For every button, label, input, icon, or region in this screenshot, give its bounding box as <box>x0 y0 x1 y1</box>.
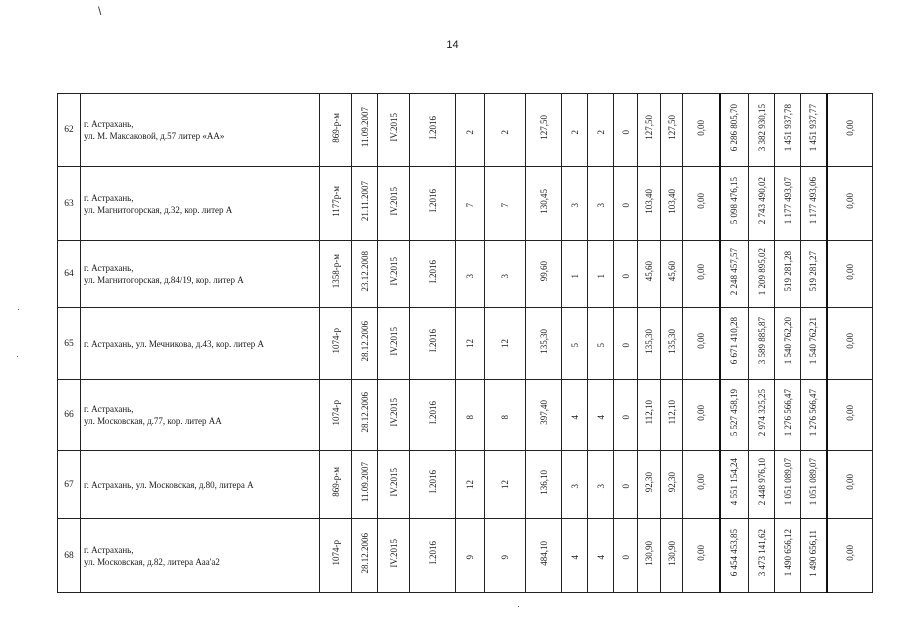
resettled-area-municipal-text: 112,10 <box>666 400 677 425</box>
cell-residents-resettled <box>485 380 526 451</box>
cell-period-from <box>378 451 410 519</box>
cell-total-area <box>526 241 562 308</box>
cell-residents-count <box>456 308 485 380</box>
period-from-text: IV.2015 <box>388 326 399 356</box>
address-line1: г. Астрахань, <box>84 263 134 273</box>
address-line1: г. Астрахань, ул. Московская, д.80, литера А <box>84 479 254 490</box>
address-line1: г. Астрахань, <box>84 404 134 414</box>
residents-count-text: 8 <box>465 414 475 419</box>
value-zero-text: 0,00 <box>695 193 706 209</box>
cell-premises-resettled <box>588 94 614 167</box>
address-line2: ул. Московская, д.82, литера Ааа'а2 <box>84 556 220 567</box>
total-cost-text: 5 527 458,19 <box>729 388 740 437</box>
address-line2: ул. М. Максаковой, д.57 литер «АА» <box>84 131 225 141</box>
cell-resettled-area <box>638 451 661 519</box>
local-budget-text: 1 451 937,77 <box>808 103 819 152</box>
total-area-text: 136,10 <box>538 469 549 495</box>
fund-cost-text: 2 448 976,10 <box>756 458 767 506</box>
cell-premises-other <box>614 451 638 519</box>
total-area-text: 130,45 <box>538 188 549 214</box>
local-budget-text: 1 276 566,47 <box>808 388 819 437</box>
cell-resettled-area-municipal <box>661 167 683 241</box>
cell-order-date <box>352 308 378 380</box>
cell-premises-other <box>614 308 638 380</box>
cell-row-number: 66 <box>58 380 81 451</box>
order-date-text: 28.12.2006 <box>359 392 370 433</box>
cell-order-number <box>320 519 352 593</box>
cell-residents-resettled <box>485 451 526 519</box>
cell-order-date <box>352 94 378 167</box>
cell-total-cost <box>720 167 749 241</box>
premises-other-text: 0 <box>620 129 631 134</box>
cell-order-number <box>320 451 352 519</box>
cell-region-budget <box>775 94 801 167</box>
cell-premises-count <box>562 167 588 241</box>
order-number-text: 869-р-м <box>330 467 341 497</box>
cell-total-cost <box>720 380 749 451</box>
cell-region-budget <box>775 167 801 241</box>
cell-resettled-area <box>638 241 661 308</box>
cell-total-area <box>526 380 562 451</box>
cell-premises-resettled <box>588 308 614 380</box>
premises-resettled-text: 2 <box>595 129 606 134</box>
other-sources-text: 0,00 <box>844 545 855 561</box>
address-line2: ул. Магнитогорская, д.84/19, кор. литер А <box>84 275 244 285</box>
order-date-text: 21.11.2007 <box>359 180 370 222</box>
housing-table <box>57 93 873 593</box>
table-row <box>58 241 873 308</box>
table-row <box>58 380 873 451</box>
cell-fund-cost <box>749 519 775 593</box>
total-area-text: 127,50 <box>538 115 549 140</box>
period-from-text: IV.2015 <box>388 113 399 142</box>
period-to-text: I.2016 <box>427 259 438 284</box>
other-sources-text: 0,00 <box>844 193 855 209</box>
scan-speck <box>18 309 19 310</box>
order-number-text: 1074-р <box>330 540 341 566</box>
cell-order-date <box>352 167 378 241</box>
cell-order-date <box>352 241 378 308</box>
cell-local-budget <box>801 308 827 380</box>
cell-region-budget <box>775 380 801 451</box>
period-to-text: I.2016 <box>427 541 438 565</box>
residents-count-text: 12 <box>465 479 475 489</box>
premises-count-text: 3 <box>569 484 580 489</box>
cell-resettled-area-municipal <box>661 519 683 593</box>
premises-count-text: 4 <box>569 414 580 419</box>
resettled-area-text: 130,90 <box>644 540 654 566</box>
premises-resettled-text: 4 <box>595 414 606 419</box>
residents-count-text: 7 <box>465 203 475 208</box>
cell-fund-cost <box>749 241 775 308</box>
premises-other-text: 0 <box>620 555 631 560</box>
order-date-text: 28.12.2006 <box>359 532 370 574</box>
residents-resettled-text: 12 <box>500 338 510 348</box>
other-sources-text: 0,00 <box>844 474 855 490</box>
cell-value-zero <box>683 519 720 593</box>
table-row <box>58 519 873 593</box>
cell-residents-resettled <box>485 241 526 308</box>
cell-period-from <box>378 167 410 241</box>
address-line1: г. Астрахань, <box>84 119 134 129</box>
region-budget-text: 1 276 566,47 <box>782 388 793 437</box>
cell-local-budget <box>801 241 827 308</box>
premises-count-text: 3 <box>569 203 580 208</box>
cell-residents-count <box>456 451 485 519</box>
cell-order-number <box>320 308 352 380</box>
cell-total-area <box>526 451 562 519</box>
cell-total-cost <box>720 94 749 167</box>
cell-fund-cost <box>749 380 775 451</box>
period-to-text: I.2016 <box>427 189 438 213</box>
other-sources-text: 0,00 <box>844 119 855 136</box>
table-row <box>58 451 873 519</box>
cell-resettled-area-municipal <box>661 451 683 519</box>
address-line1: г. Астрахань, ул. Мечникова, д.43, кор. литер А <box>84 338 264 349</box>
cell-order-number <box>320 380 352 451</box>
cell-fund-cost <box>749 167 775 241</box>
period-to-text: I.2016 <box>427 329 438 353</box>
region-budget-text: 1 540 762,20 <box>782 317 793 365</box>
cell-region-budget <box>775 519 801 593</box>
cell-row-number: 64 <box>58 241 81 308</box>
cell-row-number: 65 <box>58 308 81 380</box>
cell-fund-cost <box>749 451 775 519</box>
cell-other-sources <box>827 451 873 519</box>
cell-premises-resettled <box>588 241 614 308</box>
cell-value-zero <box>683 241 720 308</box>
cell-order-date <box>352 451 378 519</box>
cell-premises-resettled <box>588 519 614 593</box>
other-sources-text: 0,00 <box>844 263 855 280</box>
cell-premises-count <box>562 241 588 308</box>
table-row <box>58 94 873 167</box>
premises-other-text: 0 <box>620 484 631 489</box>
cell-residents-count <box>456 94 485 167</box>
fund-cost-text: 1 209 895,02 <box>756 247 767 296</box>
region-budget-text: 1 177 493,07 <box>782 177 793 225</box>
cell-residents-count <box>456 241 485 308</box>
value-zero-text: 0,00 <box>695 474 706 490</box>
period-from-text: IV.2015 <box>388 538 399 568</box>
cell-address <box>81 94 320 167</box>
resettled-area-municipal-text: 130,90 <box>666 540 677 566</box>
cell-address <box>81 241 320 308</box>
region-budget-text: 1 490 656,12 <box>782 529 793 577</box>
cell-value-zero <box>683 308 720 380</box>
cell-period-to <box>410 451 456 519</box>
total-cost-text: 6 671 410,28 <box>729 317 740 365</box>
cell-total-area <box>526 94 562 167</box>
cell-premises-other <box>614 380 638 451</box>
cell-premises-count <box>562 519 588 593</box>
cell-region-budget <box>775 451 801 519</box>
period-to-text: I.2016 <box>427 400 438 425</box>
residents-count-text: 9 <box>465 555 475 560</box>
cell-period-from <box>378 241 410 308</box>
cell-resettled-area <box>638 519 661 593</box>
premises-resettled-text: 3 <box>595 203 606 208</box>
premises-other-text: 0 <box>620 203 631 208</box>
value-zero-text: 0,00 <box>695 545 706 561</box>
cell-value-zero <box>683 94 720 167</box>
cell-total-area <box>526 519 562 593</box>
cell-row-number: 67 <box>58 451 81 519</box>
cell-address <box>81 519 320 593</box>
residents-count-text: 12 <box>465 338 475 348</box>
cell-local-budget <box>801 451 827 519</box>
order-number-text: 1358-р-м <box>330 254 341 289</box>
cell-period-to <box>410 519 456 593</box>
total-area-text: 99,60 <box>538 261 549 282</box>
cell-resettled-area <box>638 94 661 167</box>
fund-cost-text: 3 473 141,62 <box>756 529 767 577</box>
cell-premises-other <box>614 94 638 167</box>
cell-premises-resettled <box>588 451 614 519</box>
order-number-text: 1074-р <box>330 328 341 354</box>
cell-premises-resettled <box>588 167 614 241</box>
other-sources-text: 0,00 <box>844 333 855 349</box>
period-from-text: IV.2015 <box>388 186 399 216</box>
local-budget-text: 1 177 493,06 <box>808 177 819 225</box>
total-area-text: 397,40 <box>538 400 549 425</box>
value-zero-text: 0,00 <box>695 333 706 349</box>
scan-speck <box>518 606 519 607</box>
address-line2: ул. Московская, д.77, кор. литер АА <box>84 416 222 426</box>
resettled-area-text: 112,10 <box>644 400 654 425</box>
cell-premises-other <box>614 241 638 308</box>
cell-period-to <box>410 167 456 241</box>
region-budget-text: 1 051 089,07 <box>782 458 793 506</box>
residents-count-text: 2 <box>465 129 475 134</box>
total-cost-text: 6 454 453,85 <box>729 529 740 577</box>
cell-total-area <box>526 308 562 380</box>
cell-resettled-area <box>638 380 661 451</box>
total-cost-text: 5 098 476,15 <box>729 177 740 225</box>
premises-other-text: 0 <box>620 414 631 419</box>
period-from-text: IV.2015 <box>388 257 399 286</box>
cell-period-from <box>378 519 410 593</box>
residents-resettled-text: 8 <box>500 414 510 419</box>
cell-address <box>81 167 320 241</box>
cell-other-sources <box>827 380 873 451</box>
order-number-text: 869-р-м <box>330 112 341 143</box>
cell-total-area <box>526 167 562 241</box>
period-from-text: IV.2015 <box>388 467 399 497</box>
premises-resettled-text: 5 <box>595 343 606 348</box>
cell-residents-count <box>456 167 485 241</box>
cell-residents-resettled <box>485 308 526 380</box>
fund-cost-text: 2 743 490,02 <box>756 177 767 225</box>
order-date-text: 11.09.2007 <box>359 461 370 503</box>
premises-resettled-text: 3 <box>595 484 606 489</box>
cell-order-number <box>320 94 352 167</box>
total-area-text: 484,10 <box>538 540 549 566</box>
premises-count-text: 5 <box>569 343 580 348</box>
cell-premises-count <box>562 308 588 380</box>
page-number: 14 <box>446 39 459 51</box>
cell-residents-count <box>456 519 485 593</box>
table-row <box>58 308 873 380</box>
cell-period-to <box>410 241 456 308</box>
cell-other-sources <box>827 308 873 380</box>
cell-resettled-area-municipal <box>661 380 683 451</box>
value-zero-text: 0,00 <box>695 404 706 421</box>
local-budget-text: 1 490 656,11 <box>808 529 819 577</box>
local-budget-text: 1 540 762,21 <box>808 317 819 365</box>
region-budget-text: 519 281,28 <box>782 251 793 292</box>
cell-local-budget <box>801 167 827 241</box>
cell-total-cost <box>720 519 749 593</box>
residents-resettled-text: 2 <box>500 129 510 134</box>
cell-resettled-area <box>638 167 661 241</box>
cell-premises-count <box>562 451 588 519</box>
resettled-area-municipal-text: 92,30 <box>666 471 677 493</box>
cell-other-sources <box>827 519 873 593</box>
cell-order-number <box>320 167 352 241</box>
cell-region-budget <box>775 241 801 308</box>
resettled-area-municipal-text: 127,50 <box>666 115 677 140</box>
cell-resettled-area-municipal <box>661 94 683 167</box>
fund-cost-text: 2 974 325,25 <box>756 388 767 437</box>
local-budget-text: 1 051 089,07 <box>808 458 819 506</box>
residents-resettled-text: 12 <box>500 479 510 489</box>
region-budget-text: 1 451 937,78 <box>782 103 793 152</box>
scan-speck <box>17 356 18 357</box>
cell-residents-resettled <box>485 94 526 167</box>
cell-value-zero <box>683 167 720 241</box>
period-to-text: I.2016 <box>427 470 438 494</box>
cell-row-number: 63 <box>58 167 81 241</box>
fund-cost-text: 3 382 930,15 <box>756 103 767 152</box>
fund-cost-text: 3 589 885,87 <box>756 317 767 365</box>
cell-period-from <box>378 94 410 167</box>
period-to-text: I.2016 <box>427 115 438 140</box>
order-number-text: 1177р-м <box>330 185 341 217</box>
residents-resettled-text: 3 <box>500 273 510 278</box>
cell-address <box>81 451 320 519</box>
cell-premises-other <box>614 519 638 593</box>
cell-total-cost <box>720 451 749 519</box>
total-area-text: 135,30 <box>538 328 549 354</box>
other-sources-text: 0,00 <box>844 404 855 421</box>
cell-fund-cost <box>749 308 775 380</box>
total-cost-text: 4 551 154,24 <box>729 458 740 506</box>
premises-resettled-text: 1 <box>595 273 606 278</box>
address-line1: г. Астрахань, <box>84 544 134 555</box>
cell-premises-resettled <box>588 380 614 451</box>
resettled-area-text: 45,60 <box>644 261 654 282</box>
total-cost-text: 2 248 457,57 <box>729 247 740 296</box>
resettled-area-municipal-text: 135,30 <box>666 328 677 354</box>
order-date-text: 11.09.2007 <box>359 107 370 148</box>
address-line1: г. Астрахань, <box>84 192 134 203</box>
residents-resettled-text: 9 <box>500 555 510 560</box>
cell-order-date <box>352 519 378 593</box>
premises-resettled-text: 4 <box>595 555 606 560</box>
cell-region-budget <box>775 308 801 380</box>
cell-value-zero <box>683 451 720 519</box>
cell-value-zero <box>683 380 720 451</box>
order-number-text: 1074-р <box>330 399 341 426</box>
cell-residents-resettled <box>485 519 526 593</box>
cell-period-to <box>410 308 456 380</box>
total-cost-text: 6 286 805,70 <box>729 103 740 152</box>
order-date-text: 23.12.2008 <box>359 251 370 292</box>
table-row <box>58 167 873 241</box>
cell-total-cost <box>720 308 749 380</box>
cell-local-budget <box>801 380 827 451</box>
resettled-area-text: 135,30 <box>644 328 654 354</box>
cell-premises-count <box>562 94 588 167</box>
cell-resettled-area <box>638 308 661 380</box>
premises-other-text: 0 <box>620 273 631 278</box>
cell-order-number <box>320 241 352 308</box>
cell-residents-count <box>456 380 485 451</box>
cell-period-from <box>378 380 410 451</box>
cell-local-budget <box>801 94 827 167</box>
cell-resettled-area-municipal <box>661 241 683 308</box>
cell-residents-resettled <box>485 167 526 241</box>
cell-resettled-area-municipal <box>661 308 683 380</box>
cell-other-sources <box>827 94 873 167</box>
cell-other-sources <box>827 241 873 308</box>
residents-resettled-text: 7 <box>500 203 510 208</box>
resettled-area-municipal-text: 45,60 <box>666 261 677 282</box>
resettled-area-text: 103,40 <box>644 188 654 214</box>
cell-period-to <box>410 380 456 451</box>
residents-count-text: 3 <box>465 273 475 278</box>
cell-fund-cost <box>749 94 775 167</box>
premises-count-text: 1 <box>569 273 580 278</box>
local-budget-text: 519 281,27 <box>808 251 819 292</box>
premises-count-text: 2 <box>569 129 580 134</box>
cell-premises-count <box>562 380 588 451</box>
cell-other-sources <box>827 167 873 241</box>
cell-order-date <box>352 380 378 451</box>
value-zero-text: 0,00 <box>695 119 706 136</box>
cell-total-cost <box>720 241 749 308</box>
premises-count-text: 4 <box>569 555 580 560</box>
cell-local-budget <box>801 519 827 593</box>
cell-address <box>81 380 320 451</box>
corner-mark: \ <box>98 4 102 18</box>
order-date-text: 28.12.2006 <box>359 320 370 362</box>
resettled-area-municipal-text: 103,40 <box>666 188 677 214</box>
premises-other-text: 0 <box>620 343 631 348</box>
value-zero-text: 0,00 <box>695 263 706 280</box>
cell-period-to <box>410 94 456 167</box>
cell-address <box>81 308 320 380</box>
address-line2: ул. Магнитогорская, д.32, кор. литер А <box>84 204 233 215</box>
cell-row-number: 62 <box>58 94 81 167</box>
cell-row-number: 68 <box>58 519 81 593</box>
cell-premises-other <box>614 167 638 241</box>
cell-period-from <box>378 308 410 380</box>
resettled-area-text: 127,50 <box>644 115 654 140</box>
period-from-text: IV.2015 <box>388 398 399 427</box>
resettled-area-text: 92,30 <box>644 471 654 493</box>
